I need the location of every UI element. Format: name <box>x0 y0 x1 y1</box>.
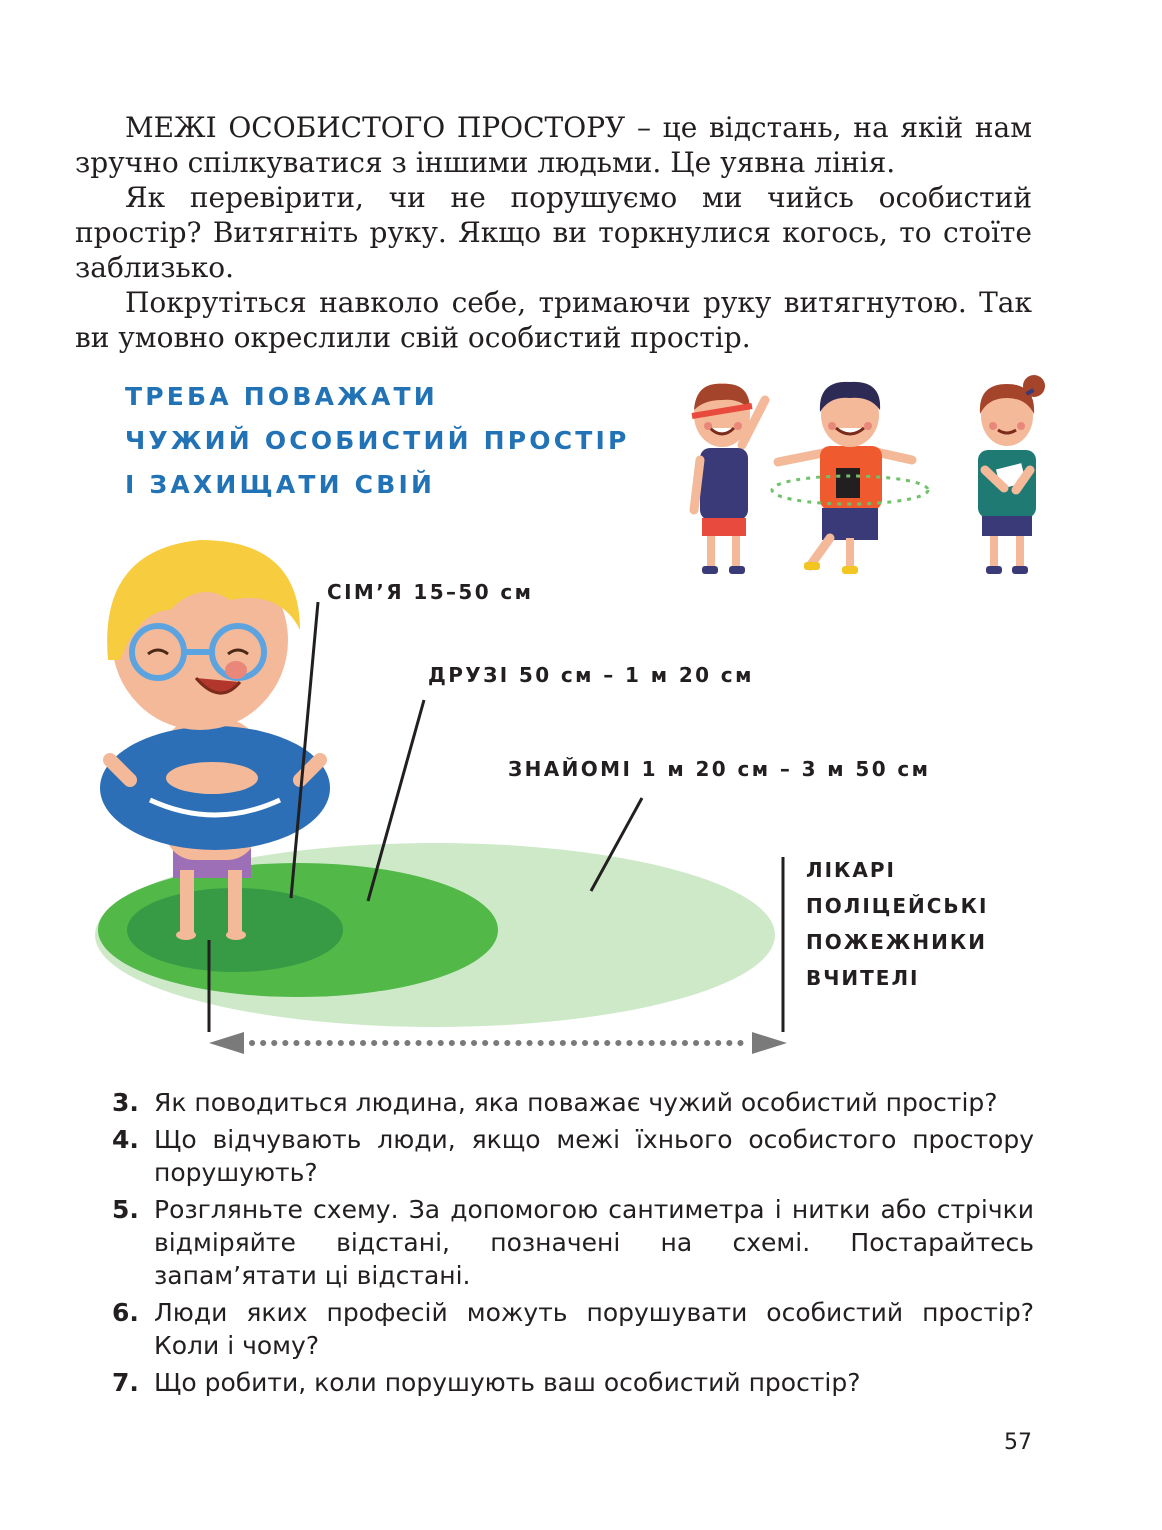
question-item <box>112 1086 1034 1119</box>
profession-item: ВЧИТЕЛІ <box>806 966 920 990</box>
question-number: 4. <box>112 1125 139 1154</box>
intro-paragraph: Як перевірити, чи не порушуємо ми чийсь особистий простір? Витягніть руку. Якщо ви торкнулися когось, то стоїте заблизько. <box>75 181 1032 284</box>
arrow-right-head <box>752 1032 787 1054</box>
motto-line: ЧУЖИЙ ОСОБИСТИЙ ПРОСТІР <box>125 426 630 455</box>
profession-item: ЛІКАРІ <box>806 858 896 882</box>
question-number: 5. <box>112 1195 139 1224</box>
question-item <box>112 1193 1034 1292</box>
question-item <box>112 1296 1034 1362</box>
question-text: Люди яких професій можуть порушувати особистий простір? Коли і чому? <box>154 1298 1034 1360</box>
motto-line: ТРЕБА ПОВАЖАТИ <box>125 382 438 411</box>
family-zone-label: СІМ’Я 15–50 см <box>327 580 534 604</box>
motto-line: І ЗАХИЩАТИ СВІЙ <box>125 470 436 499</box>
page-number: 57 <box>1004 1430 1032 1455</box>
intro-paragraph: МЕЖІ ОСОБИСТОГО ПРОСТОРУ – це відстань, на якій нам зручно спілкуватися з іншими людьми. Це уявна лінія. <box>75 111 1032 179</box>
acquaintances-zone-label: ЗНАЙОМІ 1 м 20 см – 3 м 50 см <box>508 757 931 781</box>
friends-zone-label: ДРУЗІ 50 см – 1 м 20 см <box>428 663 754 687</box>
profession-item: ПОЖЕЖНИКИ <box>806 930 987 954</box>
question-text: Що відчувають люди, якщо межі їхнього особистого простору порушують? <box>154 1125 1034 1187</box>
question-text: Що робити, коли порушують ваш особистий простір? <box>154 1368 861 1397</box>
question-number: 6. <box>112 1298 139 1327</box>
question-item <box>112 1123 1034 1189</box>
professions-list <box>806 852 988 996</box>
intro-text <box>75 110 1032 355</box>
arrow-left-head <box>209 1032 244 1054</box>
question-item <box>112 1366 1034 1399</box>
question-number: 3. <box>112 1088 139 1117</box>
intro-paragraph: Покрутіться навколо себе, тримаючи руку витягнутою. Так ви умовно окреслили свій особистий простір. <box>75 286 1032 354</box>
profession-item: ПОЛІЦЕЙСЬКІ <box>806 894 989 918</box>
question-number: 7. <box>112 1368 139 1397</box>
questions-list <box>112 1086 1034 1403</box>
question-text: Розгляньте схему. За допомогою сантиметра і нитки або стрічки відміряйте відстані, позначені на схемі. Постарайтесь запам’ятати ці відстані. <box>154 1195 1034 1290</box>
question-text: Як поводиться людина, яка поважає чужий особистий простір? <box>154 1088 998 1117</box>
